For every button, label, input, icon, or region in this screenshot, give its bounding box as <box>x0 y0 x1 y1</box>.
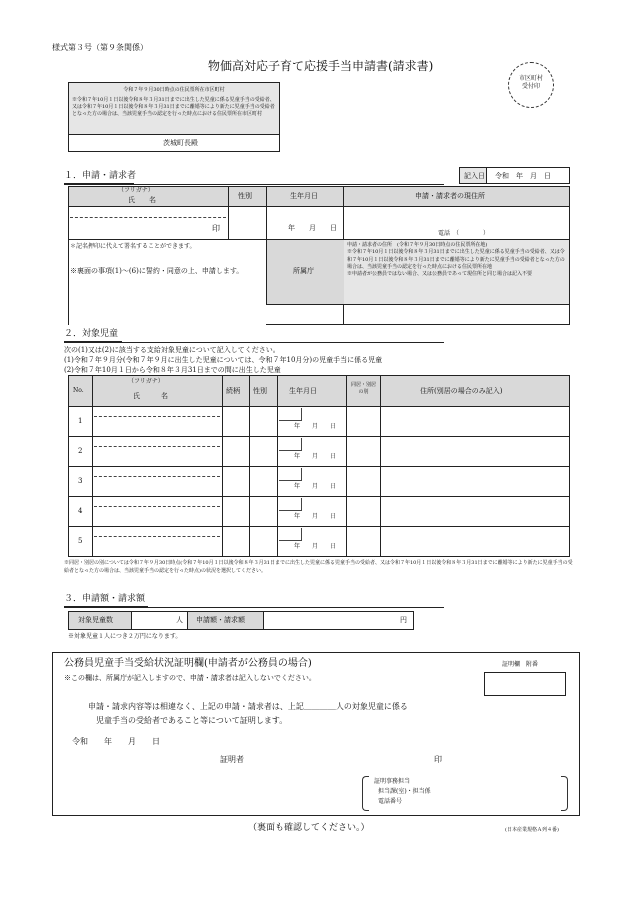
date-entry: 令和 年 月 日 <box>495 172 551 180</box>
contact-line-2: 担当課(室)・担当係 <box>378 788 431 795</box>
child-furigana-field[interactable] <box>94 527 220 536</box>
receipt-stamp <box>508 62 554 108</box>
child-furigana-field[interactable] <box>94 407 220 416</box>
child-gender-field[interactable] <box>250 407 276 435</box>
child-era-box[interactable] <box>279 498 302 511</box>
office-label: 所属庁 <box>293 267 314 275</box>
form-number: 様式第３号（第９条関係） <box>52 43 148 52</box>
section1-title: １．申請・請求者 <box>64 172 134 184</box>
name-header: 氏 名 <box>128 196 156 204</box>
section2-criterion-2: (2)令和７年10月１日から令和８年３月31日までの間に出生した児童 <box>64 366 281 374</box>
child-furigana-field[interactable] <box>94 497 220 506</box>
office-field[interactable] <box>267 305 343 324</box>
prior-address-note: 申請・請求者の住所 (令和７年９月30日時点の住民票所在地) ※令和７年10月１日以後令和８年３月31日までに出生した児童に係る児童手当の受給者、又は令和７年10月１日以後令和８年３月31日までに離婚等により新たに児童手当の受給者となった方の場合は、当該児童手当の認定を行った時点における住民票所在地 ※申請者が公務員ではない場合、又は公務員であって現住所と同じ場合は記入不要 <box>347 242 565 277</box>
child-gender-field[interactable] <box>250 527 276 555</box>
child-furigana-field[interactable] <box>94 467 220 476</box>
back-page-note: （裏面も確認してください。） <box>248 823 370 833</box>
child-relation-field[interactable] <box>223 407 248 435</box>
certification-note: ※この欄は、所属庁が記入しますので、申請・請求者は記入しないでください。 <box>64 674 316 682</box>
relation-header: 続柄 <box>226 387 240 395</box>
child-cohab-field[interactable] <box>347 467 379 495</box>
cohab-footnote: ※同居・別居の別については令和７年９月30日時点(令和７年10月１日以後令和８年３月31日までに出生した児童に係る児童手当の受給者、又は令和７年10月１日以後令和８年３月31日までに離婚等により新たに児童手当の受給者となった方の場合は、当該児童手当の認定を行った時点)の状況を選択してください。 <box>64 560 573 574</box>
child-relation-field[interactable] <box>223 527 248 555</box>
paper-spec: (日本産業規格Ａ列４番) <box>505 827 559 833</box>
child-relation-field[interactable] <box>223 467 248 495</box>
child-cohab-field[interactable] <box>347 407 379 435</box>
child-cohab-field[interactable] <box>347 527 379 555</box>
certifier-seal: 印 <box>434 755 442 764</box>
child-name-header: 氏 名 <box>133 392 168 400</box>
dob-header: 生年月日 <box>290 192 318 200</box>
certification-title: 公務員児童手当受給状況証明欄(申請者が公務員の場合) <box>64 658 312 669</box>
gender-header: 性別 <box>238 192 252 200</box>
section2-title: ２．対象児童 <box>64 330 122 342</box>
contact-line-1: 証明事務担当 <box>374 778 411 785</box>
child-dob-header: 生年月日 <box>289 387 317 395</box>
child-count-label: 対象児童数 <box>78 616 113 624</box>
amount-unit: 円 <box>400 616 407 624</box>
child-row-number: 5 <box>78 537 83 545</box>
child-era-box[interactable] <box>279 408 302 421</box>
child-era-box[interactable] <box>279 438 302 451</box>
applicant-gender-field[interactable] <box>229 207 265 238</box>
child-row-number: 4 <box>78 507 83 515</box>
applicant-furigana-field[interactable] <box>70 207 226 217</box>
address-header: 申請・請求者の現住所 <box>415 192 485 200</box>
child-cohab-field[interactable] <box>347 437 379 465</box>
child-dob-field[interactable]: 年 月 日 <box>294 423 337 430</box>
child-cohab-field[interactable] <box>347 497 379 525</box>
child-furigana-header: （フリガナ） <box>128 378 164 385</box>
child-address-field[interactable] <box>381 497 569 525</box>
child-address-header: 住所(別居の場合のみ記入) <box>420 387 503 395</box>
certification-body-2: 児童手当の受給者であること等について証明します。 <box>96 716 288 725</box>
child-address-field[interactable] <box>381 407 569 435</box>
receipt-stamp-label: 市区町村 受付印 <box>518 75 543 91</box>
child-name-field[interactable] <box>94 537 220 555</box>
child-era-box[interactable] <box>279 528 302 541</box>
furigana-header: （フリガナ） <box>118 187 154 194</box>
cohab-header: 同居・別居 の別 <box>350 382 376 395</box>
child-era-box[interactable] <box>279 468 302 481</box>
contact-bracket <box>362 776 568 810</box>
recipient-name: 茨城町長殿 <box>163 139 198 147</box>
page-title: 物価高対応子育て応援手当申請書(請求書) <box>208 59 434 73</box>
amount-label: 申請額・請求額 <box>196 616 245 624</box>
child-dob-field[interactable]: 年 月 日 <box>294 543 337 550</box>
child-dob-field[interactable]: 年 月 日 <box>294 453 337 460</box>
section2-intro: 次の(1)又は(2)に該当する支給対象児童について記入してください。 <box>64 346 280 354</box>
child-count-field[interactable] <box>132 612 176 629</box>
date-entry-box[interactable] <box>486 167 570 184</box>
municipality-note: ※令和７年10月１日以後令和８年３月31日までに出生した児童に係る児童手当の受給者、又は令和７年10月１日以後令和８年３月31日までに離婚等により新たに児童手当の受給者となった方の場合は、当該児童手当の認定を行った時点における住民票所在市区町村 <box>72 97 275 117</box>
amount-field[interactable] <box>264 612 398 629</box>
child-row-number: 2 <box>78 447 83 455</box>
child-dob-field[interactable]: 年 月 日 <box>294 513 337 520</box>
prior-address-field[interactable] <box>344 305 569 324</box>
certification-body-1: 申請・請求内容等は相違なく、上記の申請・請求者は、上記＿＿＿＿人の対象児童に係る <box>88 702 408 711</box>
child-address-field[interactable] <box>381 527 569 555</box>
child-name-field[interactable] <box>94 447 220 465</box>
reference-field[interactable] <box>484 672 566 696</box>
recipient-box <box>68 134 280 152</box>
applicant-dob-field[interactable]: 年 月 日 <box>288 224 337 232</box>
child-name-field[interactable] <box>94 477 220 495</box>
date-label: 記入日 <box>464 172 485 180</box>
child-address-field[interactable] <box>381 437 569 465</box>
child-gender-field[interactable] <box>250 467 276 495</box>
applicant-phone: 電話 （ ） <box>438 230 490 237</box>
child-name-field[interactable] <box>94 417 220 435</box>
certification-date[interactable]: 令和 年 月 日 <box>72 737 160 746</box>
child-dob-field[interactable]: 年 月 日 <box>294 483 337 490</box>
municipality-heading: 令和７年９月30日時点の住民票所在市区町村 <box>123 87 225 93</box>
child-row-number: 1 <box>78 417 83 425</box>
section2-criterion-1: (1)令和７年９月分(令和７年９月に出生した児童については、令和７年10月分)の児童手当に係る児童 <box>64 356 383 364</box>
child-gender-field[interactable] <box>250 497 276 525</box>
certifier-label: 証明者 <box>220 755 244 764</box>
pledge-text: ※裏面の事項(1)～(6)に誓約・同意の上、申請します。 <box>70 267 244 275</box>
no-header: No. <box>73 387 84 394</box>
applicant-seal: 印 <box>212 224 220 233</box>
child-address-field[interactable] <box>381 467 569 495</box>
child-relation-field[interactable] <box>223 437 248 465</box>
child-count-unit: 人 <box>176 616 183 624</box>
child-gender-field[interactable] <box>250 437 276 465</box>
reference-label: 証明欄 附番 <box>502 661 539 668</box>
child-gender-header: 性別 <box>253 387 267 395</box>
amount-note: ※対象児童１人につき２万円になります。 <box>68 633 182 640</box>
child-name-field[interactable] <box>94 507 220 525</box>
child-relation-field[interactable] <box>223 497 248 525</box>
contact-line-3: 電話番号 <box>378 798 403 805</box>
child-furigana-field[interactable] <box>94 437 220 446</box>
section3-title: ３．申請額・請求額 <box>64 595 148 607</box>
applicant-name-field[interactable] <box>70 218 226 238</box>
child-row-number: 3 <box>78 477 83 485</box>
seal-note: ＊記名押印に代えて署名することができます。 <box>70 243 196 250</box>
date-label-box <box>459 167 487 184</box>
